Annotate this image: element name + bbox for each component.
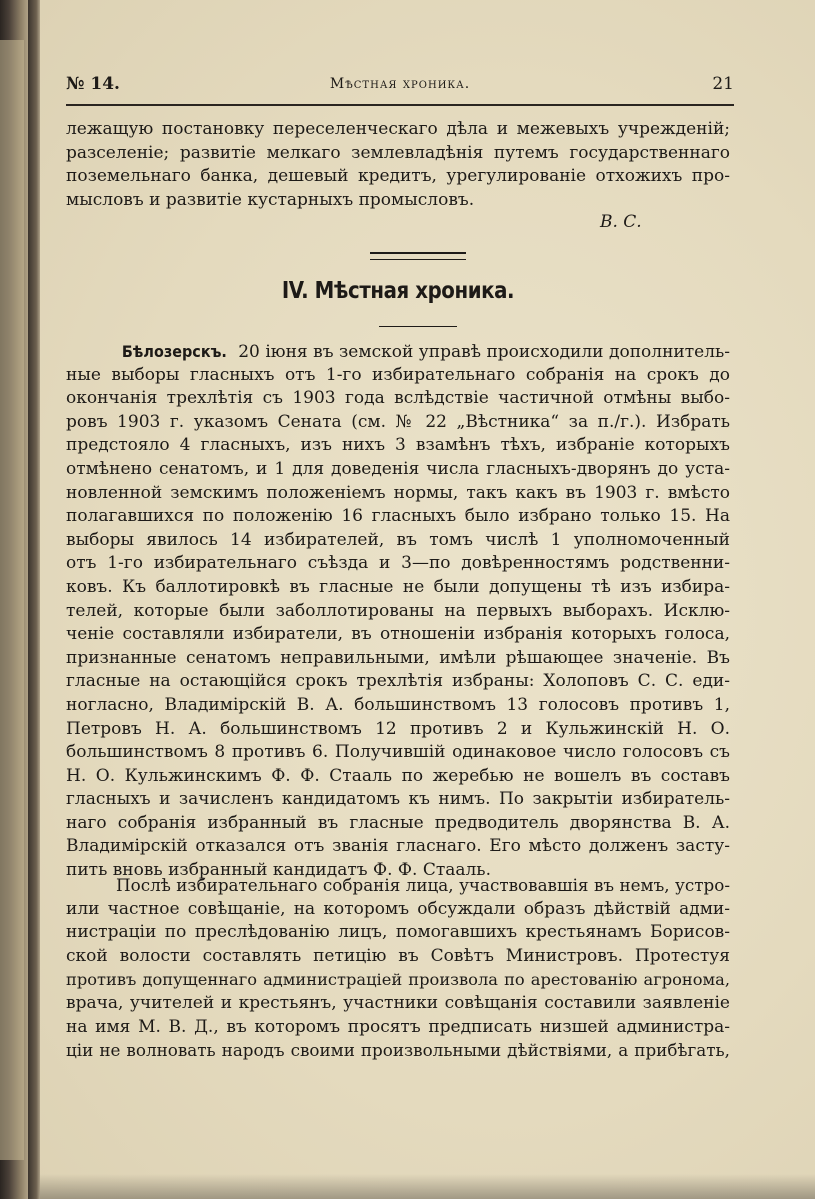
text-line: ные выборы гласныхъ отъ 1-го избирательнаго собранія на срокъ до xyxy=(66,364,730,385)
page-bottom-shadow xyxy=(40,1174,815,1199)
text-line: отмѣнено сенатомъ, и 1 для доведенія числа гласныхъ-дворянъ до уста- xyxy=(66,458,730,479)
city-name: Бѣлозерскъ. xyxy=(121,342,227,361)
chronicle-paragraph-2 xyxy=(66,874,730,1063)
text-line: ской волости составлять петицію въ Совѣтъ Министровъ. Протестуя xyxy=(66,945,730,966)
text-line: на имя М. В. Д., въ которомъ просятъ предписать низшей администра- xyxy=(66,1016,730,1037)
text-line: нистраціи по преслѣдованію лицъ, помогавшихъ крестьянамъ Борисов- xyxy=(66,922,730,943)
section-divider xyxy=(370,252,466,260)
text-line: предстояло 4 гласныхъ, изъ нихъ 3 взамѣнъ тѣхъ, избраніе которыхъ xyxy=(66,435,730,456)
text-line: противъ допущеннаго администраціей произвола по арестованію агронома, xyxy=(66,970,730,990)
text-line: ковъ. Къ баллотировкѣ въ гласные не были допущены тѣ изъ избира- xyxy=(66,576,730,597)
text-line: поземельнаго банка, дешевый кредитъ, урегулированіе отхожихъ про- xyxy=(66,166,730,187)
text-line: гласныхъ и зачисленъ кандидатомъ къ нимъ. По закрытіи избиратель- xyxy=(66,789,730,810)
text-line: окончанія трехлѣтія съ 1903 года вслѣдствіе частичной отмѣны выбо- xyxy=(66,388,730,409)
text-line: ціи не волновать народъ своими произвольными дѣйствіями, а прибѣгать, xyxy=(66,1040,730,1061)
text-line: Послѣ избирательнаго собранія лица, участвовавшія въ немъ, устро- xyxy=(116,875,730,895)
text-line: пить вновь избранный кандидатъ Ф. Ф. Стааль. xyxy=(66,860,491,881)
text-line: большинствомъ 8 противъ 6. Получившій одинаковое число голосовъ съ xyxy=(66,742,730,763)
text-line: Петровъ Н. А. большинствомъ 12 противъ 2 и Кульжинскій Н. О. xyxy=(66,718,730,739)
intro-paragraph xyxy=(66,118,730,212)
page-number: 21 xyxy=(712,74,734,94)
text-line: телей, которые были заболлотированы на первыхъ выборахъ. Исклю- xyxy=(66,600,730,621)
issue-number: № 14. xyxy=(66,74,120,94)
text-line: выборы явилось 14 избирателей, въ томъ числѣ 1 уполномоченный xyxy=(66,529,730,550)
text-line: лежащую постановку переселенческаго дѣла и межевыхъ учрежденій; xyxy=(66,119,730,139)
text-line: ногласно, Владимірскій В. А. большинствомъ 13 голосовъ противъ 1, xyxy=(66,694,730,715)
first-line-text: 20 іюня въ земской управѣ происходили дополнитель- xyxy=(238,342,730,362)
text-line: или частное совѣщаніе, на которомъ обсуждали образъ дѣйствій адми- xyxy=(66,898,730,919)
running-header xyxy=(66,74,734,100)
text-line xyxy=(66,340,730,364)
text-line: врача, учителей и крестьянъ, участники совѣщанія составили заявленіе xyxy=(66,992,730,1013)
running-title: Мѣстная хроника. xyxy=(329,76,471,92)
text-line: мысловъ и развитіе кустарныхъ промысловъ. xyxy=(66,189,475,210)
text-line: наго собранія избранный въ гласные предводитель дворянства В. А. xyxy=(66,812,730,833)
text-line: гласные на остающійся срокъ трехлѣтія избраны: Холоповъ С. С. еди- xyxy=(66,671,730,692)
previous-page-strip xyxy=(0,40,24,1160)
text-line: отъ 1-го избирательнаго съѣзда и 3—по довѣренностямъ родственни- xyxy=(66,553,730,574)
author-signature: В. С. xyxy=(600,212,642,232)
heading-underline xyxy=(379,326,457,327)
header-rule xyxy=(66,104,734,106)
book-page xyxy=(40,0,815,1199)
text-line: Владимірскій отказался отъ званія гласнаго. Его мѣсто долженъ засту- xyxy=(66,836,730,857)
text-line: ровъ 1903 г. указомъ Сената (см. № 22 „Вѣстника“ за п./г.). Избрать xyxy=(66,411,730,432)
text-line: полагавшихся по положенію 16 гласныхъ было избрано только 15. На xyxy=(66,506,730,527)
text-line: Н. О. Кульжинскимъ Ф. Ф. Стааль по жеребью не вошелъ въ составъ xyxy=(66,765,730,786)
text-line: ченіе составляли избиратели, въ отношеніи избранія которыхъ голоса, xyxy=(66,624,730,645)
chronicle-paragraph-1 xyxy=(66,340,730,883)
text-line: новленной земскимъ положеніемъ нормы, такъ какъ въ 1903 г. вмѣсто xyxy=(66,482,730,503)
text-line: признанные сенатомъ неправильными, имѣли рѣшающее значеніе. Въ xyxy=(66,647,730,668)
section-heading: IV. Мѣстная хроника. xyxy=(281,278,515,304)
text-line: разселеніе; развитіе мелкаго землевладѣнія путемъ государственнаго xyxy=(66,142,730,163)
